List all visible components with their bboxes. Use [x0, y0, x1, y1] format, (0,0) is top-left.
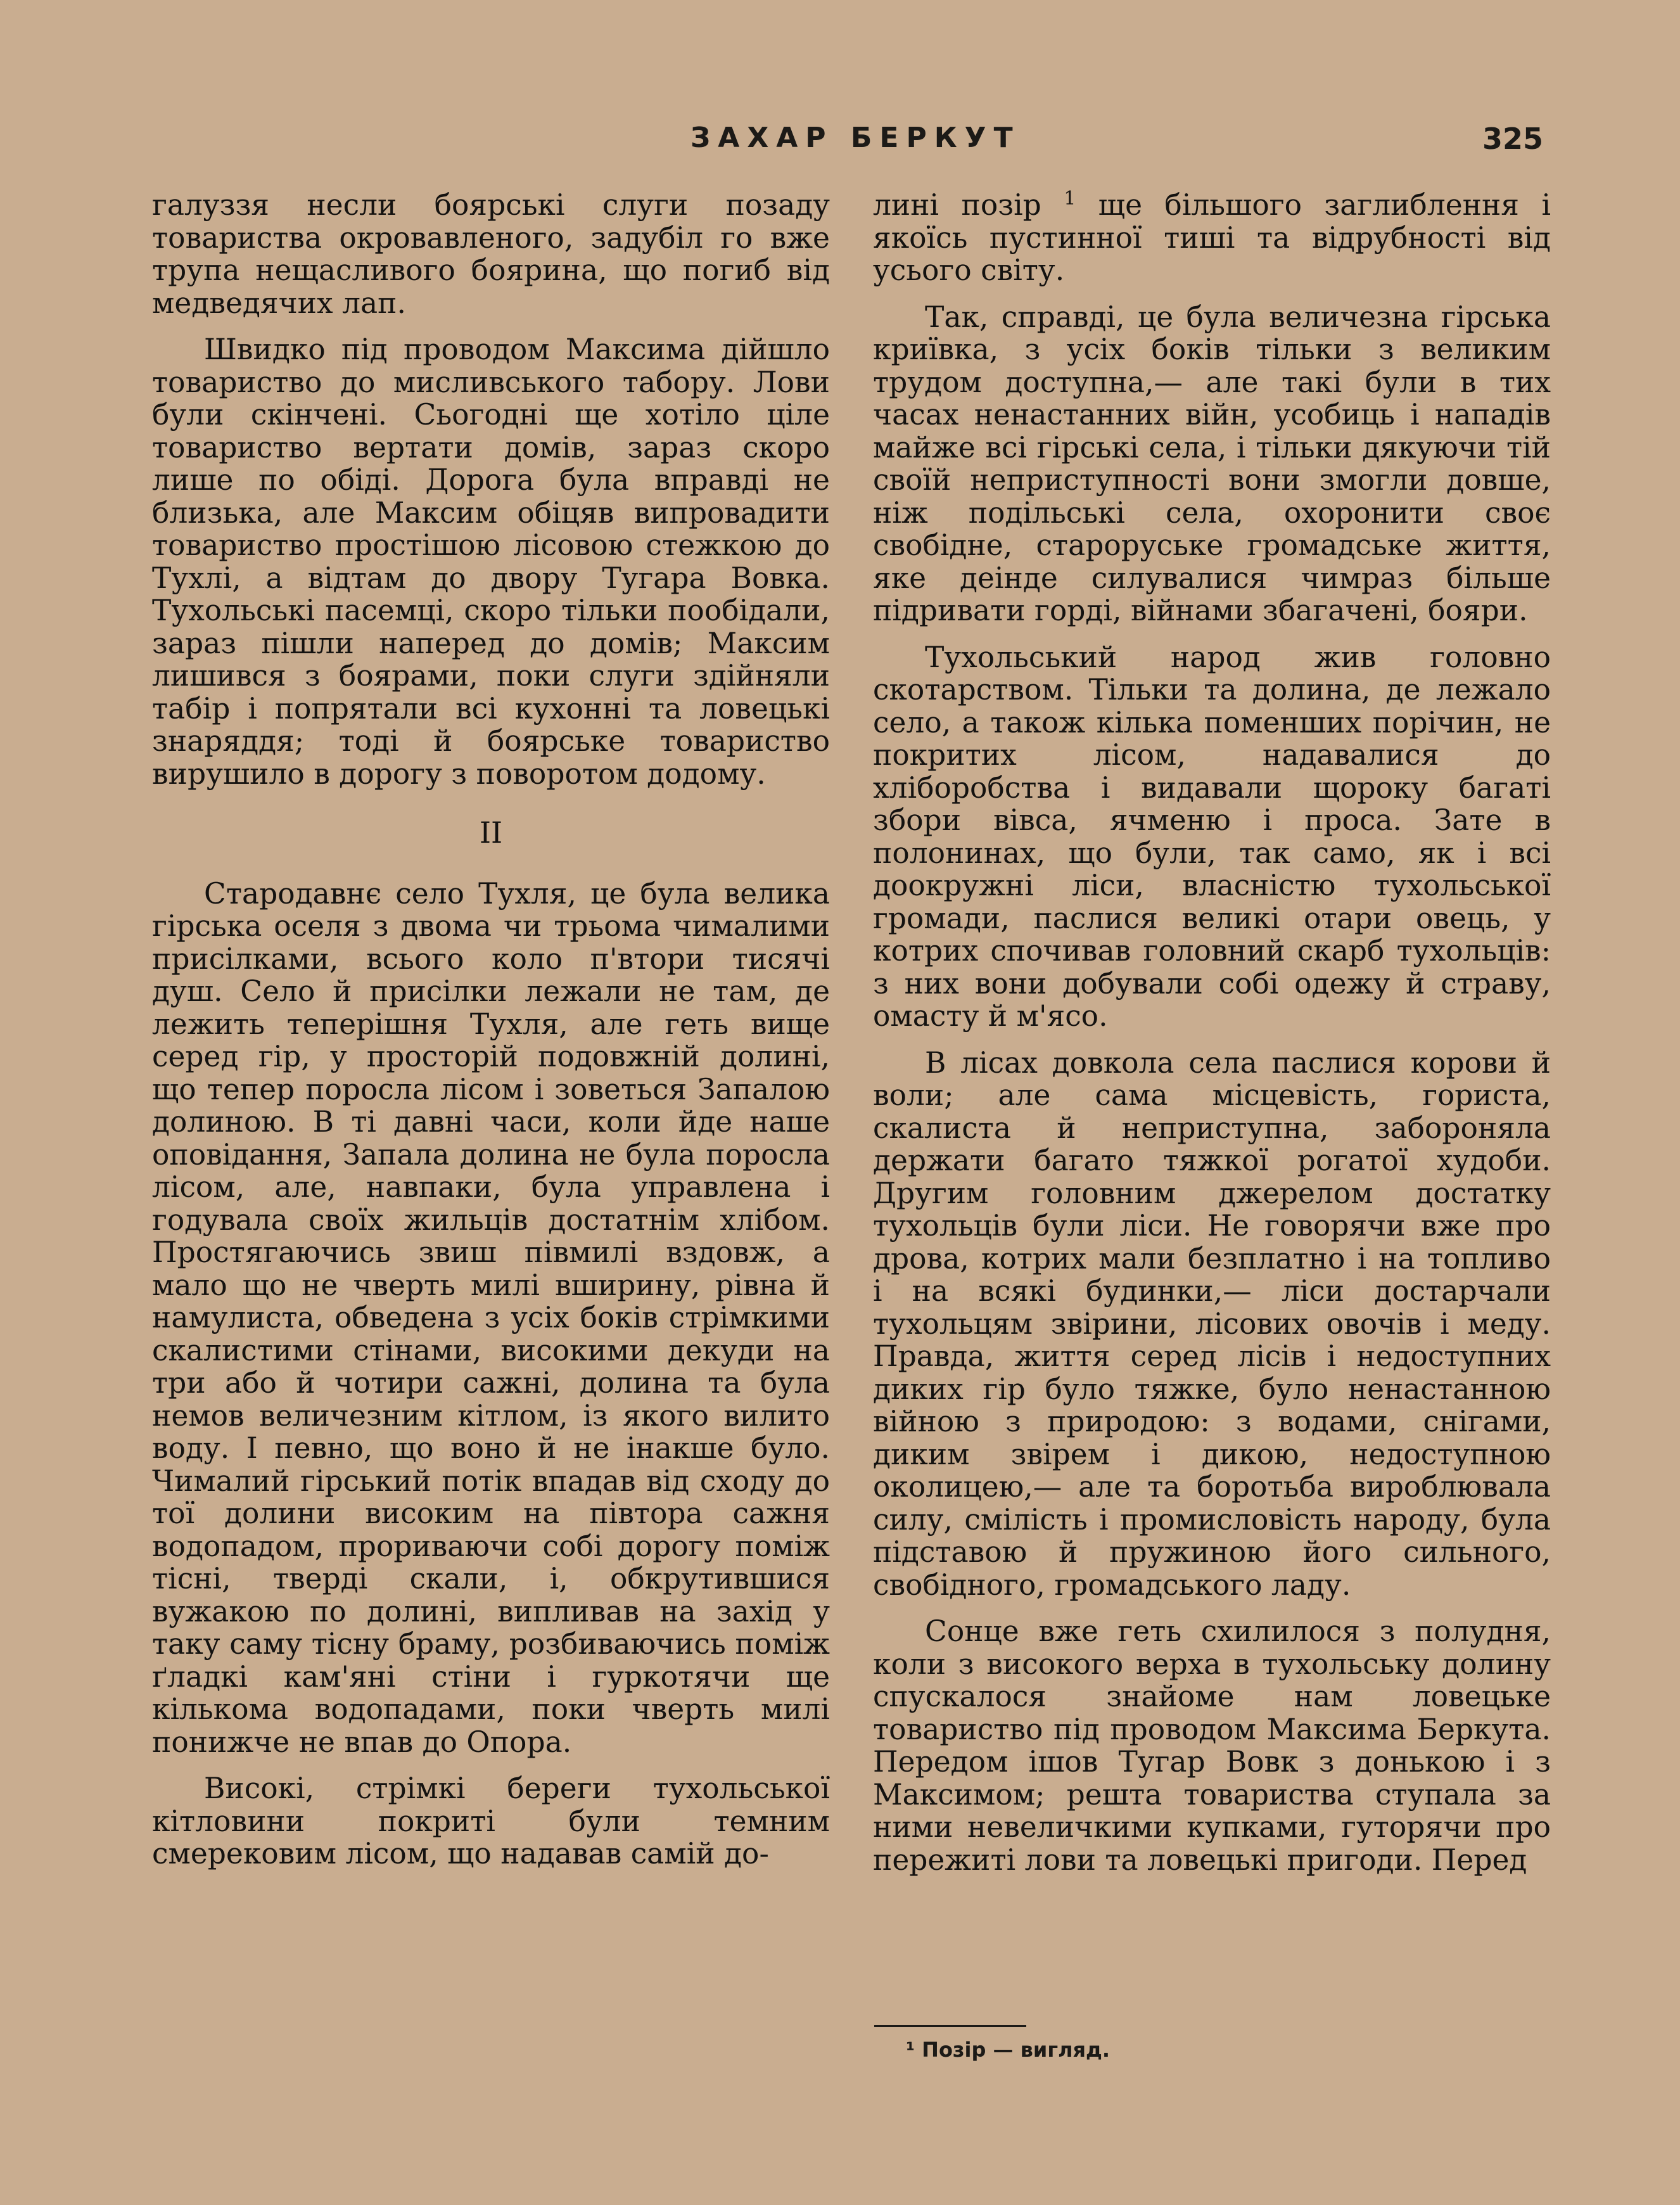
left-column: [152, 189, 830, 1884]
paragraph-text: лині позір: [873, 188, 1041, 222]
footnote-divider: [874, 2025, 1026, 2027]
paragraph: Так, справді, це була величезна гірська криївка, з усіх боків тільки з великим трудом доступна,— але такі були в тих часах ненастанних війн, усобиць і нападів майже всі гірські села, і тільки дякуючи тій своїй неприступності вони змогли довше, ніж подільські села, охоронити своє свобідне, староруське громадське життя, яке деінде силувалися чимраз більше підривати горді, війнами збагачені, бояри.: [873, 300, 1551, 627]
footnote-marker: 1: [1064, 187, 1076, 210]
paragraph: Високі, стрімкі береги тухольської кітловини покриті були темним смерековим лісом, що надавав самій до-: [152, 1772, 830, 1870]
paragraph: [873, 189, 1551, 287]
paragraph: Стародавнє село Тухля, це була велика гірська оселя з двома чи трьома чималими присілками, всього коло п'втори тисячі душ. Село й присілки лежали не там, де лежить теперішня Тухля, але геть вище серед гір, у просторій подовжній долині, що тепер поросла лісом і зоветься Запалою долиною. В ті давні часи, коли йде наше оповідання, Запала долина не була поросла лісом, але, навпаки, була управлена і годувала своїх жильців достатнім хлібом. Простягаючись звиш півмилі вздовж, а мало що не чверть милі вширину, рівна й намулиста, обведена з усіх боків стрімкими скалистими стінами, високими декуди на три або й чотири сажні, долина та була немов величезним кітлом, із якого вилито воду. І певно, що воно й не інакше було. Чималий гірський потік впадав від сходу до тої долини високим на півтора сажня водопадом, прориваючи собі дорогу поміж тісні, тверді скали, і, обкрутившися вужакою по долині, випливав на захід у таку саму тісну браму, розбиваючись поміж ґладкі кам'яні стіни і гуркотячи ще кількома водопадами, поки чверть милі понижче не впав до Опора.: [152, 876, 830, 1759]
running-title: ЗАХАР БЕРКУТ: [690, 122, 1021, 154]
paragraph: галуззя несли боярські слуги позаду товариства окровавленого, задубіл го вже трупа нещасливого боярина, що погиб від медведячих лап.: [152, 188, 830, 320]
paragraph: Сонце вже геть схилилося з полудня, коли з високого верха в тухольську долину спускалося знайоме нам ловецьке товариство під проводом Максима Беркута. Передом ішов Тугар Вовк з донькою і з Максимом; решта товариства ступала за ними невеличкими купками, гуторячи про пережиті лови та ловецькі пригоди. Перед: [873, 1614, 1551, 1877]
right-column: [873, 189, 1551, 1890]
paragraph: Швидко під проводом Максима дійшло товариство до мисливського табору. Лови були скінчені. Сьогодні ще хотіло ціле товариство вертати домів, зараз скоро лише по обіді. Дорога була вправді не близька, але Максим обіцяв випровадити товариство простішою лісовою стежкою до Тухлі, а відтам до двору Тугара Вовка. Тухольські пасемці, скоро тільки пообідали, зараз пішли наперед до домів; Максим лишився з боярами, поки слуги здійняли табір і попрятали всі кухонні та ловецькі знаряддя; тоді й боярське товариство вирушило в дорогу з поворотом додому.: [152, 333, 830, 791]
section-heading: II: [479, 815, 503, 850]
footnote: ¹ Позір — вигляд.: [906, 2038, 1110, 2062]
paragraph: Тухольський народ жив головно скотарством. Тільки та долина, де лежало село, а також кілька поменших порічин, не покритих лісом, надавалися до хліборобства і видавали щороку багаті збори вівса, ячменю і проса. Зате в полонинах, що були, так само, як і всі доокружні ліси, власністю тухольської громади, паслися великі отари овець, у котрих спочивав головний скарб тухольців: з них вони добували собі одежу й страву, омасту й м'ясо.: [873, 640, 1551, 1033]
paragraph-text: ще більшого заглиблення і якоїсь пустинної тиші та відрубності від усього світу.: [873, 188, 1551, 287]
paragraph: В лісах довкола села паслися корови й воли; але сама місцевість, гориста, скалиста й неприступна, забороняла держати багато тяжкої рогатої худоби. Другим головним джерелом достатку тухольців були ліси. Не говорячи вже про дрова, котрих мали безплатно і на топливо і на всякі будинки,— ліси достарчали тухольцям звірини, лісових овочів і меду. Правда, життя серед лісів і недоступних диких гір було тяжке, було ненастанною війною з природою: з водами, снігами, диким звірем і дикою, недоступною околицею,— але та боротьба вироблювала силу, смілість і промисловість народу, була підставою й пружиною його сильного, свобідного, громадського ладу.: [873, 1045, 1551, 1602]
page-number: 325: [1482, 122, 1544, 156]
